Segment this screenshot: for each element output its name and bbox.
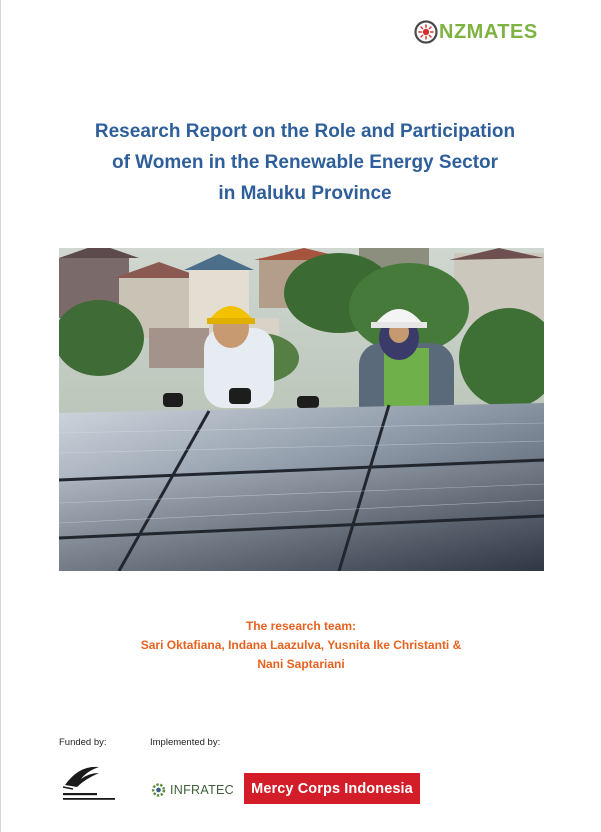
- infratec-wordmark: INFRATEC: [170, 783, 234, 797]
- solar-panels: [59, 403, 544, 571]
- team-members: Sari Oktafiana, Indana Laazulva, Yusnita Ike Christanti &: [140, 638, 462, 652]
- title-line: of Women in the Renewable Energy Sector: [111, 152, 499, 173]
- sun-emblem-icon: [414, 20, 438, 44]
- funded-by-label: Funded by:: [59, 737, 107, 748]
- mercy-corps-logo: Mercy Corps Indonesia: [244, 773, 420, 804]
- logo-wordmark: NZMATES: [439, 21, 538, 43]
- team-members: Nani Saptariani: [257, 657, 345, 671]
- title-line: Research Report on the Role and Participation: [94, 121, 516, 142]
- implemented-by-label: Implemented by:: [150, 737, 221, 748]
- page-edge: [0, 0, 1, 832]
- team-heading: The research team:: [245, 619, 357, 633]
- nzmates-logo: [414, 18, 544, 46]
- infratec-logo: [150, 773, 234, 807]
- nz-fern-logo: [59, 761, 119, 805]
- title-line: in Maluku Province: [218, 183, 392, 204]
- gear-icon: [150, 777, 167, 803]
- cover-photo: [59, 248, 544, 571]
- report-title: [40, 116, 570, 209]
- research-team: [100, 617, 502, 674]
